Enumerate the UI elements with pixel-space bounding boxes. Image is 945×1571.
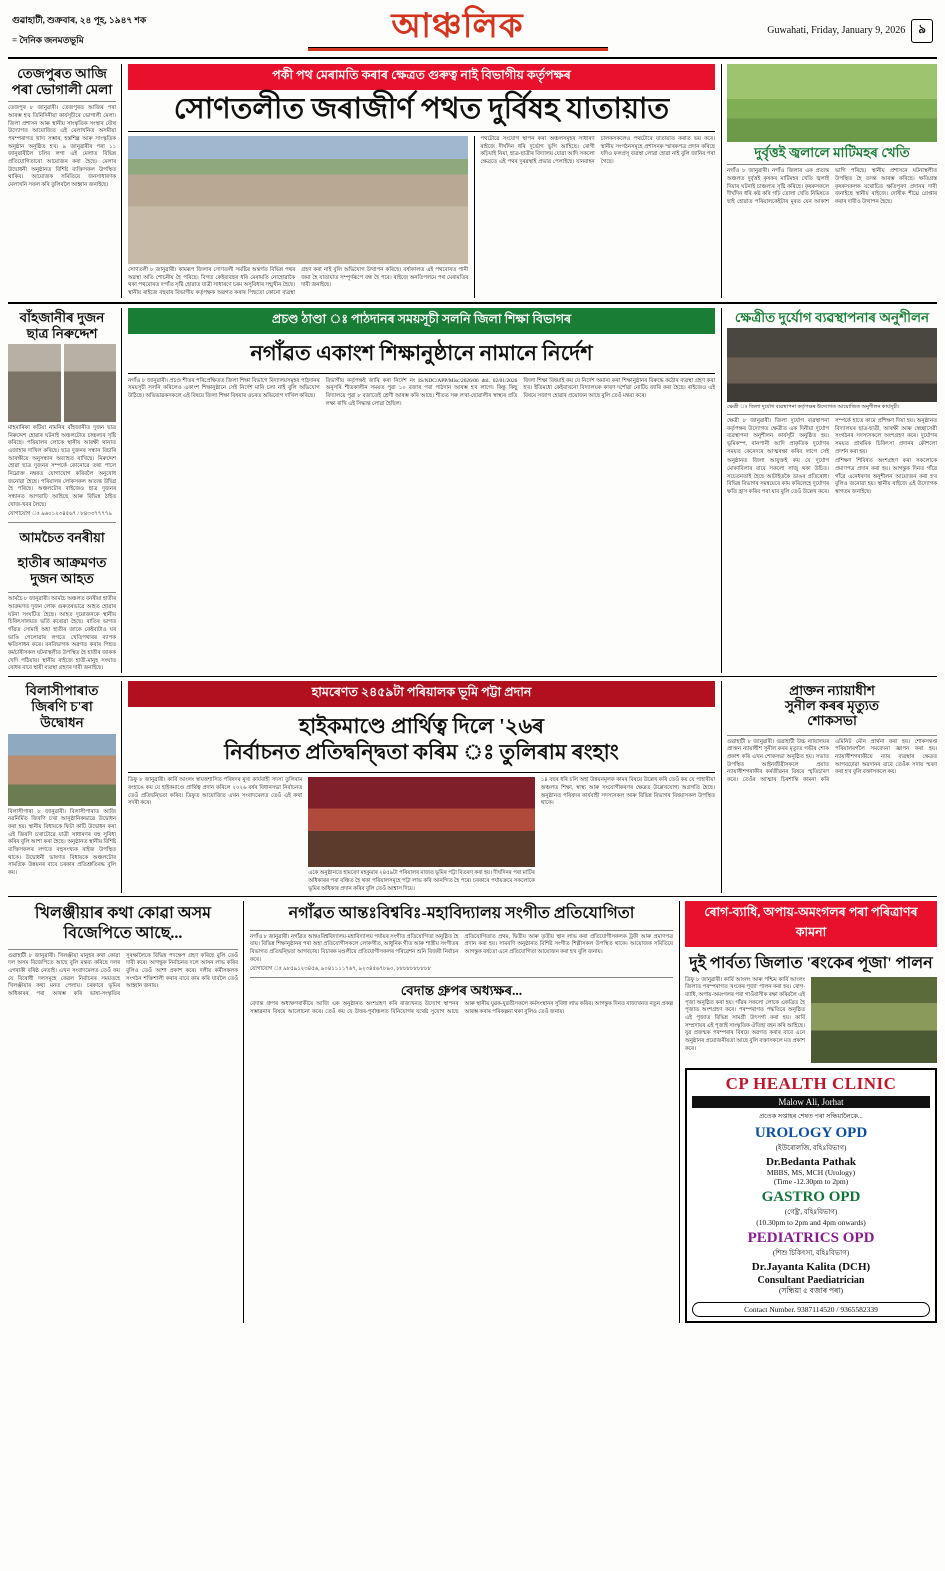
ad-pediatrics-sub: (শিশু চিকিৎসা, বহিঃবিভাগ) xyxy=(772,1248,850,1257)
top-section xyxy=(8,64,937,298)
missing-students-portraits xyxy=(8,344,116,422)
ad-urology-sub: (ইউৰোলজি, বহিঃবিভাগ) xyxy=(775,1143,847,1152)
education-story xyxy=(128,308,715,674)
music-title: নগাঁৱত আন্তঃবিশ্ববিঃ-মহাবিদ্যালয় সংগীত প্ৰতিযোগিতা xyxy=(288,905,635,923)
ribbon-cutting-photo xyxy=(8,734,116,806)
tezpur-mela-story xyxy=(8,64,122,298)
lead-body-left: সোণতলী ৮ জানুৱাৰী। কামৰূপ জিলাৰ সোণতলী সমষ্টিৰ অন্তৰ্গত বিভিন্ন পথৰ অৱস্থা অতি শোচনীয় হৈ পৰিছে। বিগত কেইবাবছৰ ধৰি মেৰামতি নোহোৱাকৈ থকা পথবোৰত দ'গাঁত সৃষ্টি হোৱাত যাত্ৰী সাধাৰণে চৰম অসুবিধাৰ সন্মুখীন হৈছে। স্থানীয় ৰাইজে বহুবাৰ বিভাগীয় কৰ্তৃপক্ষক অৱগত কৰাৰ পিছতো কোনো ব্যৱস্থা গ্ৰহণ কৰা নাই বুলি অভিযোগ উত্থাপন কৰিছে। বৰ্ষাকালত এই পথবোৰত পানী জমা হৈ যাতায়াত সম্পূৰ্ণৰূপে বন্ধ হৈ পৰে। ৰাইজে অনতিপলমে পথ মেৰামতিৰ দাবী জনাইছে। xyxy=(128,266,469,296)
judge-body: গুৱাহাটী ৮ জানুৱাৰী। গুৱাহাটী উচ্চ ন্যায়ালয়ৰ প্ৰাক্তন ন্যায়াধীশ সুনীল কৰৰ মৃত্যুত গভীৰ শোক প্ৰকাশ কৰি এখন শোকসভা অনুষ্ঠিত হয়। সভাত উপস্থিত আইনজীৱীসকলে প্ৰয়াত ন্যায়াধীশগৰাকীৰ কৰ্মজীৱনৰ বিষয়ে স্মৃতিচাৰণ কৰে। তেওঁৰ আত্মাৰ চিৰশান্তি কামনা কৰি এমিনিট মৌন প্ৰাৰ্থনা কৰা হয়। শোকসন্তপ্ত পৰিয়ালবৰ্গলৈ সমবেদনা জ্ঞাপন কৰা হয়। ন্যায়াধীশগৰাকীয়ে ন্যায় ব্যৱস্থাৰ ক্ষেত্ৰত আগবঢ়োৱা অৱদানৰ বাবে তেওঁক সদায় স্মৰণ কৰা হ'ব বুলি বক্তাসকলে কয়। xyxy=(727,738,937,784)
damaged-road-photo xyxy=(128,136,468,264)
elephant-body: আমচৈ ৮ জানুৱাৰী। আমচৈ অঞ্চলত বনৰীয়া হাতীৰ আক্ৰমণত দুজন লোক গুৰুতৰভাৱে আহত হোৱাৰ ঘটনা সংঘটিত হৈছে। আহত দুয়োজনকে স্থানীয় চিকিৎসালয়ত ভৰ্তি কৰোৱা হৈছে। ৰাতিৰ ভাগত গাঁৱত সোমাই অহা হাতীৰ জাকে কেইবাটাও ঘৰ ভাঙি পেলোৱাৰ লগতে খেতিপথাৰৰ ব্যাপক ক্ষতিসাধন কৰে। বনবিভাগক অৱগত কৰাৰ পিছত কৰ্মচাৰীসকল ঘটনাস্থলীত উপস্থিত হৈ হাতীৰ জাকক খেদি পঠিয়ায়। স্থানীয় ৰাইজে হাতী-মানুহ সংঘাত ৰোধৰ বাবে স্থায়ী ব্যৱস্থা গ্ৰহণৰ দাবী জনাইছে। xyxy=(8,596,116,672)
tezpur-mela-body: তেজপুৰ ৮ জানুৱাৰী। তেজপুৰত আজিৰ পৰা আৰম্ভ হ'ব তিনিদিনীয়া কাৰ্যসূচীৰে ভোগালী মেলা। জিলা প্ৰশাসন আৰু স্থানীয় সাংস্কৃতিক সংস্থাৰ যৌথ উদ্যোগত আয়োজিত এই মেলাখনিত অসমীয়া পৰম্পৰাগত খাদ্য সম্ভাৰ, হস্তশিল্প আৰু সাংস্কৃতিক অনুষ্ঠান অনুষ্ঠিত হ'ব। ৯ জানুৱাৰীৰ পৰা ১১ জানুৱাৰীলৈ চলিব লগা এই মেলাত বিভিন্ন প্ৰতিযোগিতাৰো আয়োজন কৰা হৈছে। মেলাৰ উদ্বোধনী অনুষ্ঠানত বিশিষ্ট ব্যক্তিসকল উপস্থিত থাকিব। আয়োজক সমিতিয়ে জনসাধাৰণক মেলাখনি সফল কৰি তুলিবলৈ আহ্বান জনাইছে। xyxy=(8,105,116,189)
land-body-2: একে অনুষ্ঠানতে হামৰেণ মহকুমাৰ ২৪৫৯টা পৰিয়ালৰ মাজত ভূমিৰ পট্টা বিতৰণ কৰা হয়। দীৰ্ঘদিনৰ পৰা মাটিৰ অধিকাৰৰ পৰা বঞ্চিত হৈ থকা পৰিয়ালসমূহে পট্টা লাভ কৰি আনন্দিত হৈ পৰে। চৰকাৰে পৰ্যায়ক্ৰমে সকলোকে ভূমিৰ অধিকাৰ প্ৰদান কৰিব বুলি তেওঁ আশ্বাস দিয়ে। xyxy=(308,870,535,892)
disaster-drill-photo xyxy=(727,328,937,402)
page-number: ৯ xyxy=(911,19,933,43)
missing-students-body: মাহমাৰিকা কটিয়া নামনিৰ বাঁহজানীত দুজন ছাত্ৰ নিৰুদ্দেশ হোৱাৰ ঘটনাই অঞ্চলটোত চাঞ্চল্যৰ সৃষ্টি কৰিছে। পৰিয়ালৰ লোকে স্থানীয় আৰক্ষী থানাত এজাহাৰ দাখিল কৰিছে। ছাত্ৰ দুজনৰ সন্ধান বিচাৰি আৰক্ষীয়ে অনুসন্ধান অব্যাহত ৰাখিছে। নিৰুদ্দেশ হোৱা ছাত্ৰ দুজনৰ সম্পৰ্কে কোনোৱে তথ্য পালে নিম্নোক্ত নম্বৰত যোগাযোগ কৰিবলৈ অনুৰোধ জনোৱা হৈছে। পৰিয়ালৰ লোকসকল অত্যন্ত উদ্বিগ্ন হৈ পৰিছে। অঞ্চলটোৰ ৰাইজেও ছাত্ৰ দুজনৰ সন্ধানত আগবাঢ়ি আহিছে আৰু বিভিন্ন ঠাইত খোজ-খবৰ লৈছে। xyxy=(8,424,116,508)
music-story xyxy=(250,901,673,1322)
education-headline: নগাঁৱত একাংশ শিক্ষানুষ্ঠানে নামানে নিৰ্দেশ xyxy=(250,340,593,365)
disaster-drill-extra: অনুষ্ঠানত জিলা আয়ুক্তই কয় যে দুৰ্যোগ মোকাবিলাৰ বাবে সকলো সাজু থকা উচিত। সচেতনতাই হৈছে আটাইতকৈ ডাঙৰ প্ৰতিৰোধ। বিভিন্ন বিভাগৰ সমন্বয়েৰে কাম কৰিলেহে দুৰ্যোগৰ ক্ষতি হ্ৰাস কৰিব পৰা যাব বুলি তেওঁ উল্লেখ কৰে। প্ৰশিক্ষণ শিবিৰত অংশগ্ৰহণ কৰা সকলোকে প্ৰমাণপত্ৰ প্ৰদান কৰা হয়। আগন্তুক দিনত গাঁৱে গাঁৱে এনেধৰণৰ অনুশীলন আয়োজন কৰা হ'ব বুলিও জনোৱা হয়। স্থানীয় ৰাইজে এই উদ্যোগক স্বাগতম জনাইছে। xyxy=(727,458,937,496)
land-kicker: হামৰেণত ২৪৫৯টা পৰিয়ালক ভূমি পট্টা প্ৰদান xyxy=(128,681,715,707)
tezpur-mela-title: তেজপুৰত আজি পৰা ভোগালী মেলা xyxy=(11,66,113,98)
masthead-right xyxy=(723,19,933,43)
ad-contact-number[interactable]: Contact Number. 9387114520 / 9365582339 xyxy=(692,1302,930,1317)
puja-kicker: ৰোগ-ব্যাধি, অপায়-অমংগলৰ পৰা পৰিত্ৰাণৰ কামনা xyxy=(685,901,937,947)
ad-urology-doctor-qual: MBBS, MS, MCH (Urology) xyxy=(766,1167,856,1177)
lead-kicker: পকী পথ মেৰামতি কৰাৰ ক্ষেত্ৰত গুৰুত্ব নাই বিভাগীয় কৰ্তৃপক্ষৰ xyxy=(128,64,715,90)
inauguration-story xyxy=(8,681,122,893)
lead-body-right: পথটোৱে সংযোগ স্থাপন কৰা অঞ্চলসমূহৰ সাধাৰণ ৰাইজে দীৰ্ঘদিন ধৰি দুৰ্ভোগ ভুগি আহিছে। ৰোগী কঢ়িয়াই নিয়া, ছাত্ৰ-ছাত্ৰীৰ বিদ্যালয় যোৱা আদি সকলো ক্ষেত্ৰতে এই পথৰ দুৰৱস্থাই প্ৰভাৱ পেলাইছে। যানবাহন চালকসকলেও পথটোৰে যাতায়াত কৰাত ভয় কৰে। স্থানীয় সংগঠনসমূহে প্ৰশাসনক স্মাৰকপত্ৰ প্ৰদান কৰিছে যদিও ফলপ্ৰসূ ব্যৱস্থা লোৱা হোৱা নাই বুলি জানিব পৰা গৈছে। xyxy=(480,135,715,165)
land-headline-1: হাইকমাণ্ডে প্ৰাৰ্থিত্ব দিলে '২৬ৰ xyxy=(299,714,544,739)
ad-gastro-title: GASTRO OPD xyxy=(761,1188,861,1205)
missing-students-contact: যোগাযোগ ঃ ৯৬০১২৩৪৫৬৭ / ৮৪৩৩৭৭৭৭৯ xyxy=(8,511,112,518)
music-body-2: প্ৰতিযোগিতাত প্ৰথম, দ্বিতীয় আৰু তৃতীয় স্থান লাভ কৰা প্ৰতিযোগীসকলক ট্ৰফী আৰু প্ৰমাণপত্ৰ প্ৰদান কৰা হয়। সামৰণি অনুষ্ঠানত বিশিষ্ট সংগীত শিল্পীসকল উপস্থিত থাকে। আয়োজক সমিতিয়ে আগন্তুক বৰ্ষতো এনে প্ৰতিযোগিতা আয়োজন কৰা হ'ব বুলি জনায়। xyxy=(464,933,673,955)
inauguration-body: বিলাসীপাৰা ৮ জানুৱাৰী। বিলাসীপাৰাত আজি নৱনিৰ্মিত জিৰণি চ'ৰা আনুষ্ঠানিকভাৱে উদ্বোধন কৰা হয়। স্থানীয় বিধায়কে ফিটা কাটি উদ্বোধন কৰা এই জিৰণি চ'ৰাটোৱে যাত্ৰী সাধাৰণৰ বহু সুবিধা কৰিব বুলি আশা কৰা হৈছে। অনুষ্ঠানত স্থানীয় বিশিষ্ট ব্যক্তিসকলৰ লগতে বহুসংখ্যক ৰাইজ উপস্থিত থাকে। উদ্বোধনী ভাষণত বিধায়কে অঞ্চলটোৰ সামগ্ৰিক উন্নয়নৰ বাবে চৰকাৰ প্ৰতিশ্ৰুতিবদ্ধ বুলি কয়। xyxy=(8,808,116,877)
judge-title-3: শোকসভা xyxy=(807,713,857,729)
missing-students-title: বাঁহজানীৰ দুজন ছাত্ৰ নিৰুদ্দেশ xyxy=(19,309,105,341)
ad-pediatrics-title: PEDIATRICS OPD xyxy=(747,1229,875,1246)
ad-clinic-name: CP HEALTH CLINIC xyxy=(725,1073,897,1093)
disaster-drill-body: ক্ষেত্ৰী ৮ জানুৱাৰী। জিলা দুৰ্যোগ ব্যৱস্থাপনা কৰ্তৃপক্ষৰ উদ্যোগত ক্ষেত্ৰীত এক দিনীয়া দুৰ্যোগ ব্যৱস্থাপনা অনুশীলন কাৰ্যসূচী অনুষ্ঠিত হয়। ভূমিকম্প, বানপানী আদি প্ৰাকৃতিক দুৰ্যোগৰ সময়ত কেনেদৰে আত্মৰক্ষা কৰিব লাগে সেই সম্পৰ্কে হাতে কামে প্ৰশিক্ষণ দিয়া হয়। অনুষ্ঠানত বিদ্যালয়ৰ ছাত্ৰ-ছাত্ৰী, আৰক্ষী আৰু স্বেচ্ছাসেৱী সংগঠনৰ সদস্যসকলে অংশগ্ৰহণ কৰে। দুৰ্যোগৰ সময়ত প্ৰাথমিক চিকিৎসা প্ৰদানৰ কৌশলো প্ৰদৰ্শন কৰা হয়। xyxy=(727,418,937,455)
ritual-offering-photo xyxy=(811,977,937,1063)
elephant-kicker: আমচৈত বনৰীয়া xyxy=(19,530,105,546)
ad-tagline: প্ৰতেক সপ্তাহৰ শেষত পৰা সন্ধিয়ালৈকে... xyxy=(759,1112,863,1120)
disaster-drill-caption: ক্ষেত্ৰী ঃ জিলা দুৰ্যোগ ব্যৱস্থাপনা কৰ্তৃপক্ষৰ উদ্যোগত আয়োজিত অনুশীলন কাৰ্যসূচী। xyxy=(727,403,900,410)
ad-gastro-sub: (গেষ্ট্ৰ', বহিঃবিভাগ) xyxy=(784,1207,838,1216)
puja-headline: দুই পাৰ্বত্য জিলাত 'ৰংকেৰ পূজা' পালন xyxy=(689,955,933,973)
portrait-1 xyxy=(8,344,61,422)
judge-title-2: সুনীল কৰৰ মৃত্যুত xyxy=(785,698,879,714)
masthead-left xyxy=(12,14,192,47)
education-body-2: বিভাগীয় কৰ্তৃপক্ষই জাৰি কৰা নিৰ্দেশ নং IS/NDC/APP/Misc/2026/06 dtd. 02/01/2026 অনুসৰি শীতকালীন সময়ত পুৱা ১০ বজাৰ পৰা পাঠদান আৰম্ভ হ'ব লাগে। কিন্তু কিছু বিদ্যালয়ে পুৱা ৮ বজাতেই শ্ৰেণী আৰম্ভ কৰি আছে। শীতত সৰু ল'ৰা-ছোৱালীৰ স্বাস্থ্যৰ প্ৰতি লক্ষ্য ৰাখি এই সিদ্ধান্ত লোৱা হৈছিল। xyxy=(325,377,518,407)
ad-pediatrics-time: (সন্ধিয়া ৫ বজাৰ পৰা) xyxy=(779,1285,843,1295)
masthead-logo xyxy=(192,10,723,51)
clinic-advertisement xyxy=(685,1068,937,1323)
elephant-title: হাতীৰ আক্ৰমণত দুজন আহত xyxy=(17,555,107,587)
portrait-2 xyxy=(64,344,117,422)
bjp-story xyxy=(8,901,244,1322)
judge-title-1: প্ৰাক্তন ন্যায়াধীশ xyxy=(789,683,875,699)
land-body-1: ডিফু ৮ জানুৱাৰী। কাৰ্বি আংলং স্বায়ত্তশাসিত পৰিষদৰ মুখ্য কাৰ্যবাহী সদস্য তুলিৰাম ৰংহাঙে কয় যে হাইকমাণ্ডে প্ৰাৰ্থিত্ব প্ৰদান কৰিলে ২০২৬ বৰ্ষৰ বিধানসভা নিৰ্বাচনত তেওঁ প্ৰতিদ্বন্দ্বিতা কৰিব। ডিফুত আয়োজিত এখন সংবাদমেলত তেওঁ এই কথা সদৰী কৰে। xyxy=(128,777,303,807)
education-body-3: জিলা শিক্ষা বিষয়াই কয় যে নিৰ্দেশ অমান্য কৰা শিক্ষানুষ্ঠানৰ বিৰুদ্ধে কঠোৰ ব্যৱস্থা গ্ৰহণ কৰা হ'ব। ইতিমধ্যে কেইবাখনো বিদ্যালয়ক কাৰণ দৰ্শোৱা নোটিচ জাৰি কৰা হৈছে। ৰাইজেও এই বিষয়ে সজাগ হোৱাৰ প্ৰয়োজন আছে বুলি তেওঁ মন্তব্য কৰে। xyxy=(523,377,716,400)
education-body-1: নগাঁও ৮ জানুৱাৰী। প্ৰচণ্ড শীতৰ পৰিপ্ৰেক্ষিতত জিলা শিক্ষা বিভাগে বিদ্যালয়সমূহৰ পাঠদানৰ সময়সূচী সলনি কৰিলেও একাংশ শিক্ষানুষ্ঠানে সেই নিৰ্দেশ মানি চলা নাই বুলি অভিযোগ উঠিছে। অভিভাৱকসকলে এই বিষয়ে জিলা শিক্ষা বিষয়াৰ ওচৰত অভিযোগ দাখিল কৰিছে। xyxy=(128,377,320,400)
music-body-1: নগাঁও ৮ জানুৱাৰী। নগাঁৱত আন্তঃবিশ্ববিদ্যালয়-মহাবিদ্যালয় পৰ্যায়ৰ সংগীত প্ৰতিযোগিতা অনুষ্ঠিত হৈ যায়। বিভিন্ন শিক্ষানুষ্ঠানৰ পৰা অহা প্ৰতিযোগীসকলে লোকগীত, আধুনিক গীত আৰু শাস্ত্ৰীয় সংগীতৰ বিভাগত প্ৰতিদ্বন্দ্বিতা আগবঢ়ায়। বিচাৰক মণ্ডলীয়ে প্ৰতিযোগীসকলৰ পৰিৱেশন শুনি বিজয়ী নিৰ্বাচন কৰে। xyxy=(250,933,459,963)
land-headline-2: নিৰ্বাচনত প্ৰতিদ্বন্দ্বিতা কৰিম ঃ তুলিৰাম ৰংহাং xyxy=(224,740,619,765)
lead-story xyxy=(128,64,715,298)
ad-urology-title: UROLOGY OPD xyxy=(754,1124,868,1141)
land-body-3: ১৪ বছৰ ধৰি চলি অহা উন্নয়নমূলক কামৰ বিষয়ে উল্লেখ কৰি তেওঁ কয় যে পাহাৰীয়া অঞ্চলত শিক্ষা, স্বাস্থ্য আৰু সংযোগীকৰণৰ ক্ষেত্ৰত উল্লেখযোগ্য অগ্ৰগতি হৈছে। অনুষ্ঠানত পৰিষদৰ কাৰ্যবাহী সদস্যসকল আৰু বিভিন্ন বিভাগৰ বিষয়াসকল উপস্থিত থাকে। xyxy=(540,777,716,807)
vedanta-title: বেদান্ত গ্ৰুপৰ অধ্যক্ষৰ... xyxy=(400,982,523,998)
farm-fire-story xyxy=(721,64,937,298)
farm-fire-body: নগাঁও ৮ জানুৱাৰী। নগাঁও জিলাৰ এক প্ৰত্যন্ত অঞ্চলত দুৰ্বৃত্তই কৃষকৰ মাটিমহৰ খেতি জ্বলাই দিয়াৰ ঘটনাই চাঞ্চল্যৰ সৃষ্টি কৰিছে। কৃষকসকলে দীৰ্ঘদিন ধৰি কষ্ট কৰি গঢ়ি তোলা খেতি নিমিষতে ছাই হোৱাত পৰিয়ালকেইটাৰ মূৰত যেন আকাশ ভাগি পৰিছে। স্থানীয় প্ৰশাসনে ঘটনাস্থলীত উপস্থিত হৈ তদন্ত আৰম্ভ কৰিছে। ক্ষতিগ্ৰস্ত কৃষকসকলক যথোচিত ক্ষতিপূৰণ প্ৰদানৰ দাবী জনাইছে স্থানীয় ৰাইজে। দোষীক শীঘ্ৰে গ্ৰেপ্তাৰ কৰাৰ দাবীও উত্থাপন হৈছে। xyxy=(727,168,937,205)
judge-memorial-story xyxy=(721,681,937,893)
publication-title: আঞ্চলিক xyxy=(391,8,524,45)
ad-gastro-time: (10.30pm to 2pm and 4pm onwards) xyxy=(756,1217,866,1227)
missing-students-story xyxy=(8,308,122,674)
education-kicker: প্ৰচণ্ড ঠাণ্ডা ঃ পাঠদানৰ সময়সূচী সলনি জিলা শিক্ষা বিভাগৰ xyxy=(128,308,715,334)
farm-field-photo xyxy=(727,64,937,142)
bjp-title: খিলঞ্জীয়াৰ কথা কোৱা অসম বিজেপিতে আছে... xyxy=(34,905,212,942)
masthead-place-date: Guwahati, Friday, January 9, 2026 xyxy=(767,25,906,36)
disaster-drill-story xyxy=(721,308,937,674)
political-rally-photo xyxy=(308,777,535,867)
lead-headline: সোণতলীত জৰাজীৰ্ণ পথত দুৰ্বিষহ যাতায়াত xyxy=(173,93,670,125)
logo-rule xyxy=(308,47,608,51)
land-patta-story xyxy=(128,681,715,893)
ad-clinic-address: Malow Ali, Jorhat xyxy=(692,1096,930,1108)
masthead-tagline: = দৈনিক জনমতভূমি xyxy=(12,34,84,45)
vedanta-body: বেদান্ত গ্ৰুপৰ অধ্যক্ষগৰাকীয়ে আজি এক অনুষ্ঠানত অংশগ্ৰহণ কৰি ৰাজ্যখনত উদ্যোগ স্থাপনৰ সম্ভাৱনাৰ বিষয়ে আলোচনা কৰে। তেওঁ কয় যে উত্তৰ-পূৰ্বাঞ্চলত বিনিয়োগৰ যথেষ্ট সুযোগ আছে আৰু স্থানীয় যুৱক-যুৱতীসকলে কৰ্মসংস্থানৰ সুবিধা লাভ কৰিব। আগন্তুক দিনত ৰাজ্যখনত নতুন প্ৰকল্প আৰম্ভ কৰাৰ পৰিকল্পনা থকা বুলিও তেওঁ জনায়। xyxy=(250,1001,673,1015)
music-contact: যোগাযোগ ঃ ৯৮৫৯১২৩৪৫৬, ৯০৪১১১১৭৬৭, ৯২৩৪৫৬৭৮৯০, ৮৮৮৮৮৮৮৮৮৮ xyxy=(250,966,432,973)
puja-and-ad-column xyxy=(679,901,937,1322)
disaster-drill-title: ক্ষেত্ৰীত দুৰ্যোগ ব্যৱস্থাপনাৰ অনুশীলন xyxy=(734,309,930,325)
bjp-body: গুৱাহাটী ৮ জানুৱাৰী। খিলঞ্জীয়া মানুহৰ কথা কোৱা দল অসম বিজেপিতে আছে বুলি মন্তব্য কৰিছে দলৰ এগৰাকী বৰিষ্ঠ নেতাই। এখন সংবাদমেলত তেওঁ কয় যে বিৰোধী দলসমূহে কেৱল নিৰ্বাচনৰ সময়তহে খিলঞ্জীয়াৰ কথা মনত পেলায়। চৰকাৰে ভূমিৰ অধিকাৰৰ পৰা আৰম্ভ কৰি ভাষা-সংস্কৃতিৰ সুৰক্ষালৈকে বিভিন্ন পদক্ষেপ গ্ৰহণ কৰিছে বুলি তেওঁ দাবী কৰে। আগন্তুক নিৰ্বাচনত দলে আসন লাভ কৰিব বুলিও তেওঁ আশা প্ৰকাশ কৰে। দলীয় কৰ্মীসকলক সংগঠন শক্তিশালী কৰাৰ বাবে কাম কৰি যাবলৈ তেওঁ আহ্বান জনায়। xyxy=(8,952,238,998)
farm-fire-title: দুৰ্বৃত্তই জ্বলালে মাটিমহৰ খেতি xyxy=(754,145,910,160)
masthead xyxy=(8,8,937,59)
ad-pediatrics-doctor: Dr.Jayanta Kalita (DCH) xyxy=(751,1260,871,1273)
ad-pediatrics-role: Consultant Paediatrician xyxy=(757,1274,865,1286)
inauguration-title: বিলাসীপাৰাত জিৰণি চ'ৰা উদ্বোধন xyxy=(25,683,99,731)
puja-body: ডিফু ৮ জানুৱাৰী। কাৰ্বি আংলং আৰু পশ্চিম কাৰ্বি আংলং জিলাত পৰম্পৰাগত 'ৰংকেৰ পূজা' পালন কৰা হয়। ৰোগ-ব্যাধি, অপায়-অমংগলৰ পৰা গাওঁবাসীক ৰক্ষা কৰিবলৈ এই পূজা অনুষ্ঠিত কৰা হয়। গাঁৱৰ সকলো লোকে একত্ৰিত হৈ পূজাত অংশগ্ৰহণ কৰে। পৰম্পৰাগত পদ্ধতিৰে অনুষ্ঠিত এই পূজাত বিভিন্ন সামগ্ৰী উৎসৰ্গা কৰা হয়। কাৰ্বি সম্প্ৰদায়ৰ এই পূজাই সাংস্কৃতিক ঐতিহ্য বহন কৰি আহিছে। যুৱ প্ৰজন্মক পৰম্পৰাৰ বিষয়ে অৱগত কৰাৰ বাবে এনে অনুষ্ঠানৰ প্ৰয়োজনীয়তা আছে বুলি বক্তাসকলে মত প্ৰকাশ কৰে। xyxy=(685,976,805,1052)
ad-urology-doctor: Dr.Bedanta Pathak xyxy=(765,1155,857,1168)
masthead-date-assamese: গুৱাহাটী, শুক্ৰবাৰ, ২৪ পূহ, ১৯৪৭ শক xyxy=(12,15,147,25)
ad-urology-time: (Time -12.30pm to 2pm) xyxy=(773,1176,849,1186)
